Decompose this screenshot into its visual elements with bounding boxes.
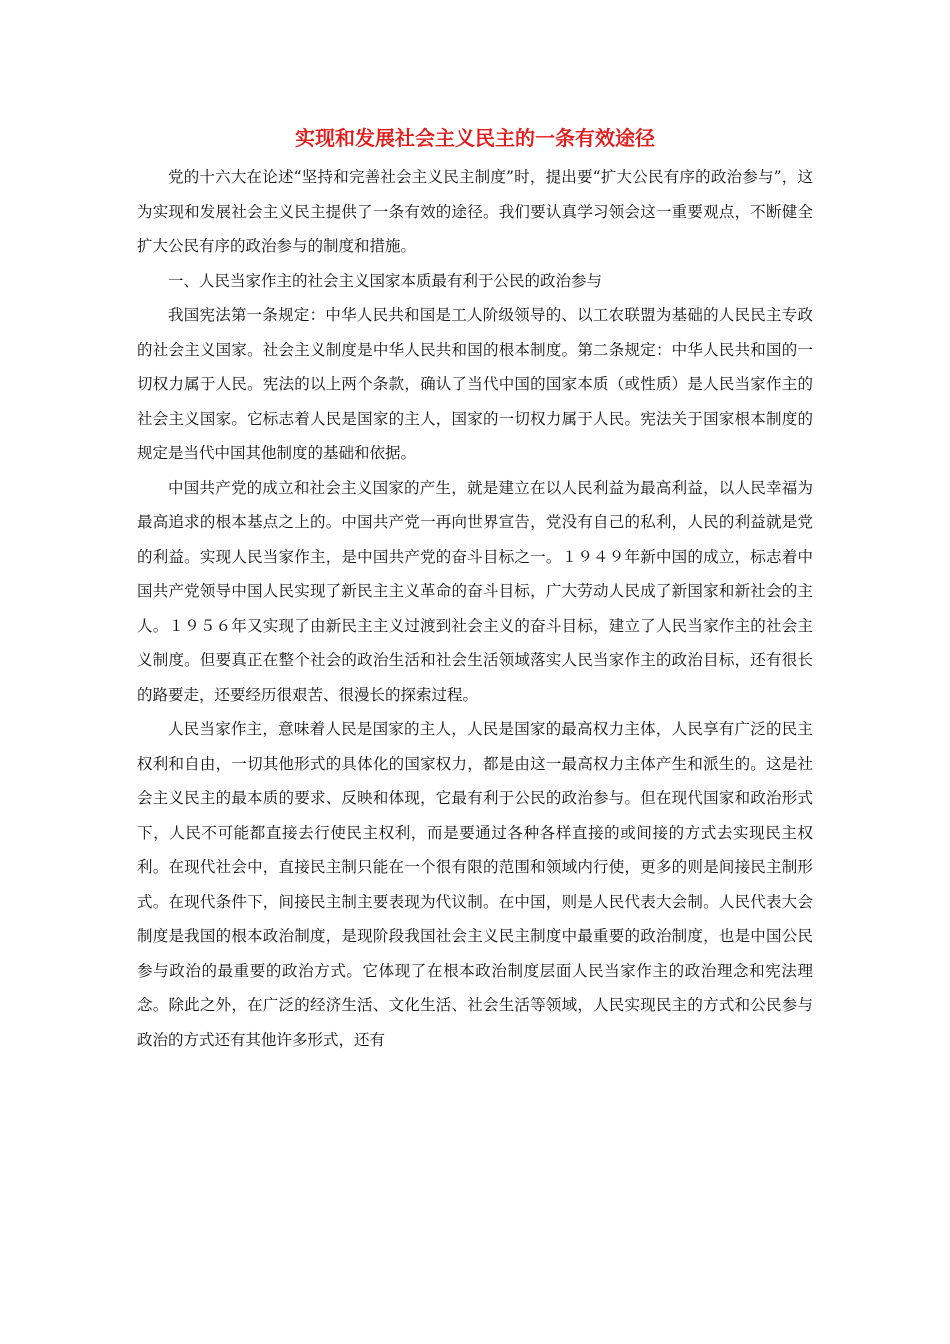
document-title: 实现和发展社会主义民主的一条有效途径 — [295, 126, 655, 150]
paragraph-intro: 党的十六大在论述“坚持和完善社会主义民主制度”时，提出要“扩大公民有序的政治参与”，这为实现和发展社会主义民主提供了一条有效的途径。我们要认真学习领会这一重要观点，不断健全扩大公民有序的政治参与的制度和措施。 — [137, 168, 813, 255]
paragraph-people-masters: 人民当家作主，意味着人民是国家的主人，人民是国家的最高权力主体，人民享有广泛的民主权利和自由，一切其他形式的具体化的国家权力，都是由这一最高权力主体产生和派生的。这是社会主义民主的最本质的要求、反映和体现，它最有利于公民的政治参与。但在现代国家和政治形式下，人民不可能都直接去行使民主权利，而是要通过各种各样直接的或间接的方式去实现民主权利。在现代社会中，直接民主制只能在一个很有限的范围和领域内行使，更多的则是间接民主制形式。在现代条件下，间接民主制主要表现为代议制。在中国，则是人民代表大会制。人民代表大会制度是我国的根本政治制度，是现阶段我国社会主义民主制度中最重要的政治制度，也是中国公民参与政治的最重要的政治方式。它体现了在根本政治制度层面人民当家作主的政治理念和宪法理念。除此之外，在广泛的经济生活、文化生活、社会生活等领域，人民实现民主的方式和公民参与政治的方式还有其他许多形式，还有 — [137, 720, 813, 1049]
paragraph-party-history: 中国共产党的成立和社会主义国家的产生，就是建立在以人民利益为最高利益，以人民幸福为最高追求的根本基点之上的。中国共产党一再向世界宣告，党没有自己的私利，人民的利益就是党的利益。实现人民当家作主，是中国共产党的奋斗目标之一。１９４９年新中国的成立，标志着中国共产党领导中国人民实现了新民主主义革命的奋斗目标，广大劳动人民成了新国家和新社会的主人。１９５６年又实现了由新民主主义过渡到社会主义的奋斗目标，建立了人民当家作主的社会主义制度。但要真正在整个社会的政治生活和社会生活领域落实人民当家作主的政治目标，还有很长的路要走，还要经历很艰苦、很漫长的探索过程。 — [137, 478, 813, 704]
section-heading-1: 一、人民当家作主的社会主义国家本质最有利于公民的政治参与 — [168, 271, 603, 290]
paragraph-constitution: 我国宪法第一条规定：中华人民共和国是工人阶级领导的、以工农联盟为基础的人民民主专政的社会主义国家。社会主义制度是中华人民共和国的根本制度。第二条规定：中华人民共和国的一切权力属于人民。宪法的以上两个条款，确认了当代中国的国家本质（或性质）是人民当家作主的社会主义国家。它标志着人民是国家的主人，国家的一切权力属于人民。宪法关于国家根本制度的规定是当代中国其他制度的基础和依据。 — [137, 306, 813, 462]
document-body — [137, 160, 813, 1057]
